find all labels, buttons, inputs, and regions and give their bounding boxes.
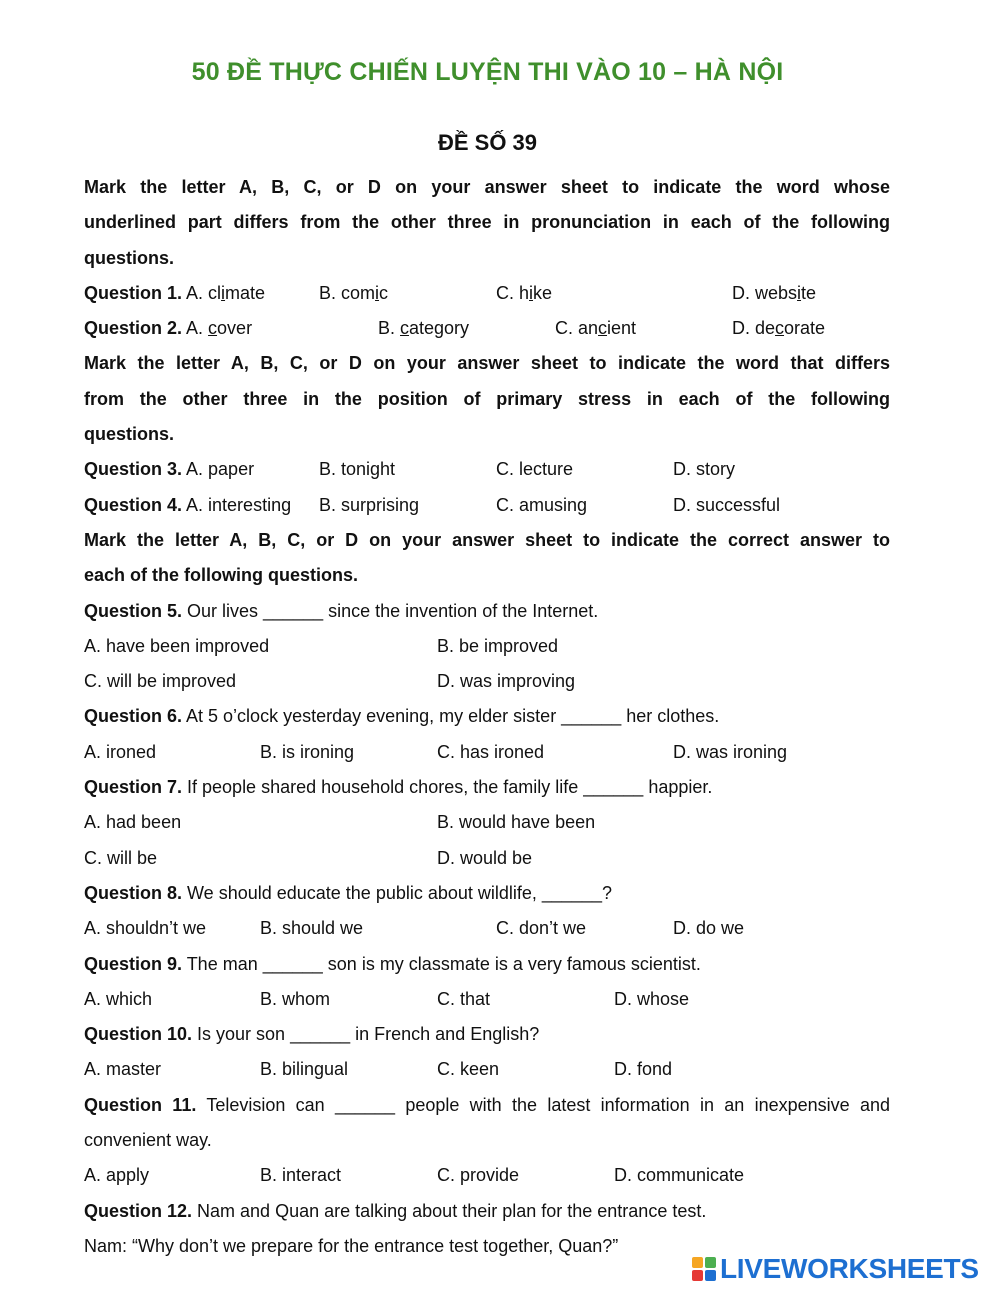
option-c[interactable]: C. has ironed [437,741,545,762]
question-label: Question 1. [84,282,183,303]
options-row [84,1052,890,1087]
logo-text: LIVEWORKSHEETS [720,1253,979,1284]
question-5 [84,594,890,629]
question-text: The man ______ son is my classmate is a very famous scientist. [182,953,701,974]
options-row [84,982,890,1017]
question-text: Is your son ______ in French and English? [192,1024,540,1045]
question-text: Television can ______ people with the latest information in an inexpensive and [196,1094,890,1115]
question-text: Our lives ______ since the invention of the Internet. [182,600,599,621]
option-d[interactable]: D. do we [673,918,745,939]
question-text: At 5 o’clock yesterday evening, my elder sister ______ her clothes. [182,706,720,727]
question-label: Question 8. [84,882,183,903]
options-row [84,911,890,946]
option-b[interactable]: B. surprising [319,494,420,515]
option-b[interactable]: B. should we [260,918,364,939]
question-text-continued: convenient way. [84,1130,212,1151]
exam-content [84,170,890,1264]
exam-number: ĐỀ SỐ 39 [437,130,538,155]
option-d[interactable]: D. was improving [437,671,576,692]
options-row [84,735,890,770]
question-11 [84,1088,890,1123]
instruction-line: Mark the letter A, B, C, or D on your answer sheet to indicate the word whose [84,177,890,197]
option-b[interactable]: B. would have been [437,812,596,833]
question-label: Question 4. [84,494,183,515]
option-c[interactable]: C. lecture [496,459,574,480]
option-a[interactable]: A. master [84,1059,162,1080]
option-c[interactable]: C. don’t we [496,918,587,939]
question-6 [84,699,890,734]
question-12 [84,1194,890,1229]
question-label: Question 11. [84,1094,197,1115]
option-a[interactable]: A. ironed [84,741,157,762]
option-b[interactable]: B. is ironing [260,741,355,762]
question-10 [84,1017,890,1052]
option-d[interactable]: D. would be [437,847,533,868]
logo-icon [692,1257,716,1281]
instruction-line: Mark the letter A, B, C, or D on your answer sheet to indicate the correct answer to [84,529,890,550]
option-d[interactable]: D. decorate [732,318,826,339]
question-4 [84,488,890,523]
option-a[interactable]: A. paper [186,459,255,480]
option-a[interactable]: A. interesting [186,494,292,515]
option-d[interactable]: D. website [732,282,817,303]
option-b[interactable]: B. tonight [319,459,396,480]
question-text: We should educate the public about wildlife, ______? [182,882,612,903]
option-a[interactable]: A. have been improved [84,635,270,656]
option-b[interactable]: B. interact [260,1165,342,1186]
question-label: Question 3. [84,459,183,480]
option-d[interactable]: D. communicate [614,1165,745,1186]
option-c[interactable]: C. amusing [496,494,588,515]
option-b[interactable]: B. be improved [437,635,559,656]
instruction-line: questions. [84,247,175,268]
option-c[interactable]: C. that [437,988,491,1009]
option-b[interactable]: B. comic [319,282,389,303]
option-c[interactable]: C. will be [84,847,158,868]
instruction-line: Mark the letter A, B, C, or D on your answer sheet to indicate the word that differs [84,353,890,374]
option-d[interactable]: D. whose [614,988,690,1009]
question-text: If people shared household chores, the family life ______ happier. [182,777,713,798]
options-row [84,1158,890,1193]
question-3 [84,452,890,487]
question-label: Question 7. [84,777,183,798]
question-label: Question 10. [84,1024,193,1045]
question-9 [84,947,890,982]
question-label: Question 12. [84,1200,193,1221]
option-a[interactable]: A. shouldn’t we [84,918,207,939]
question-1 [84,276,890,311]
option-a[interactable]: A. which [84,988,153,1009]
question-label: Question 9. [84,953,183,974]
document-title: 50 ĐỀ THỰC CHIẾN LUYỆN THI VÀO 10 – HÀ NỘI [191,58,784,86]
dialog-line: Nam: “Why don’t we prepare for the entrance test together, Quan?” [84,1235,619,1256]
options-row [84,664,890,699]
liveworksheets-logo [692,1252,979,1286]
option-c[interactable]: C. hike [496,282,553,303]
option-c[interactable]: C. keen [437,1059,500,1080]
question-text: Nam and Quan are talking about their plan for the entrance test. [192,1200,707,1221]
option-d[interactable]: D. story [673,459,736,480]
option-a[interactable]: A. climate [186,282,266,303]
option-a[interactable]: A. had been [84,812,182,833]
option-b[interactable]: B. whom [260,988,331,1009]
instruction-line: from the other three in the position of primary stress in each of the following [84,388,890,409]
question-label: Question 2. [84,318,183,339]
option-a[interactable]: A. apply [84,1165,150,1186]
question-7 [84,770,890,805]
question-label: Question 5. [84,600,183,621]
option-d[interactable]: D. was ironing [673,741,788,762]
instruction-line: each of the following questions. [84,565,359,586]
option-a[interactable]: A. cover [186,318,253,339]
instruction-line: questions. [84,424,175,445]
option-c[interactable]: C. will be improved [84,671,237,692]
options-row [84,629,890,664]
instruction-line: underlined part differs from the other three in pronunciation in each of the following [84,212,890,233]
question-8 [84,876,890,911]
option-d[interactable]: D. fond [614,1059,673,1080]
options-row [84,805,890,840]
question-2 [84,311,890,346]
option-b[interactable]: B. bilingual [260,1059,349,1080]
option-c[interactable]: C. provide [437,1165,520,1186]
option-d[interactable]: D. successful [673,494,781,515]
option-c[interactable]: C. ancient [555,318,637,339]
options-row [84,841,890,876]
option-b[interactable]: B. category [378,318,470,339]
question-label: Question 6. [84,706,183,727]
